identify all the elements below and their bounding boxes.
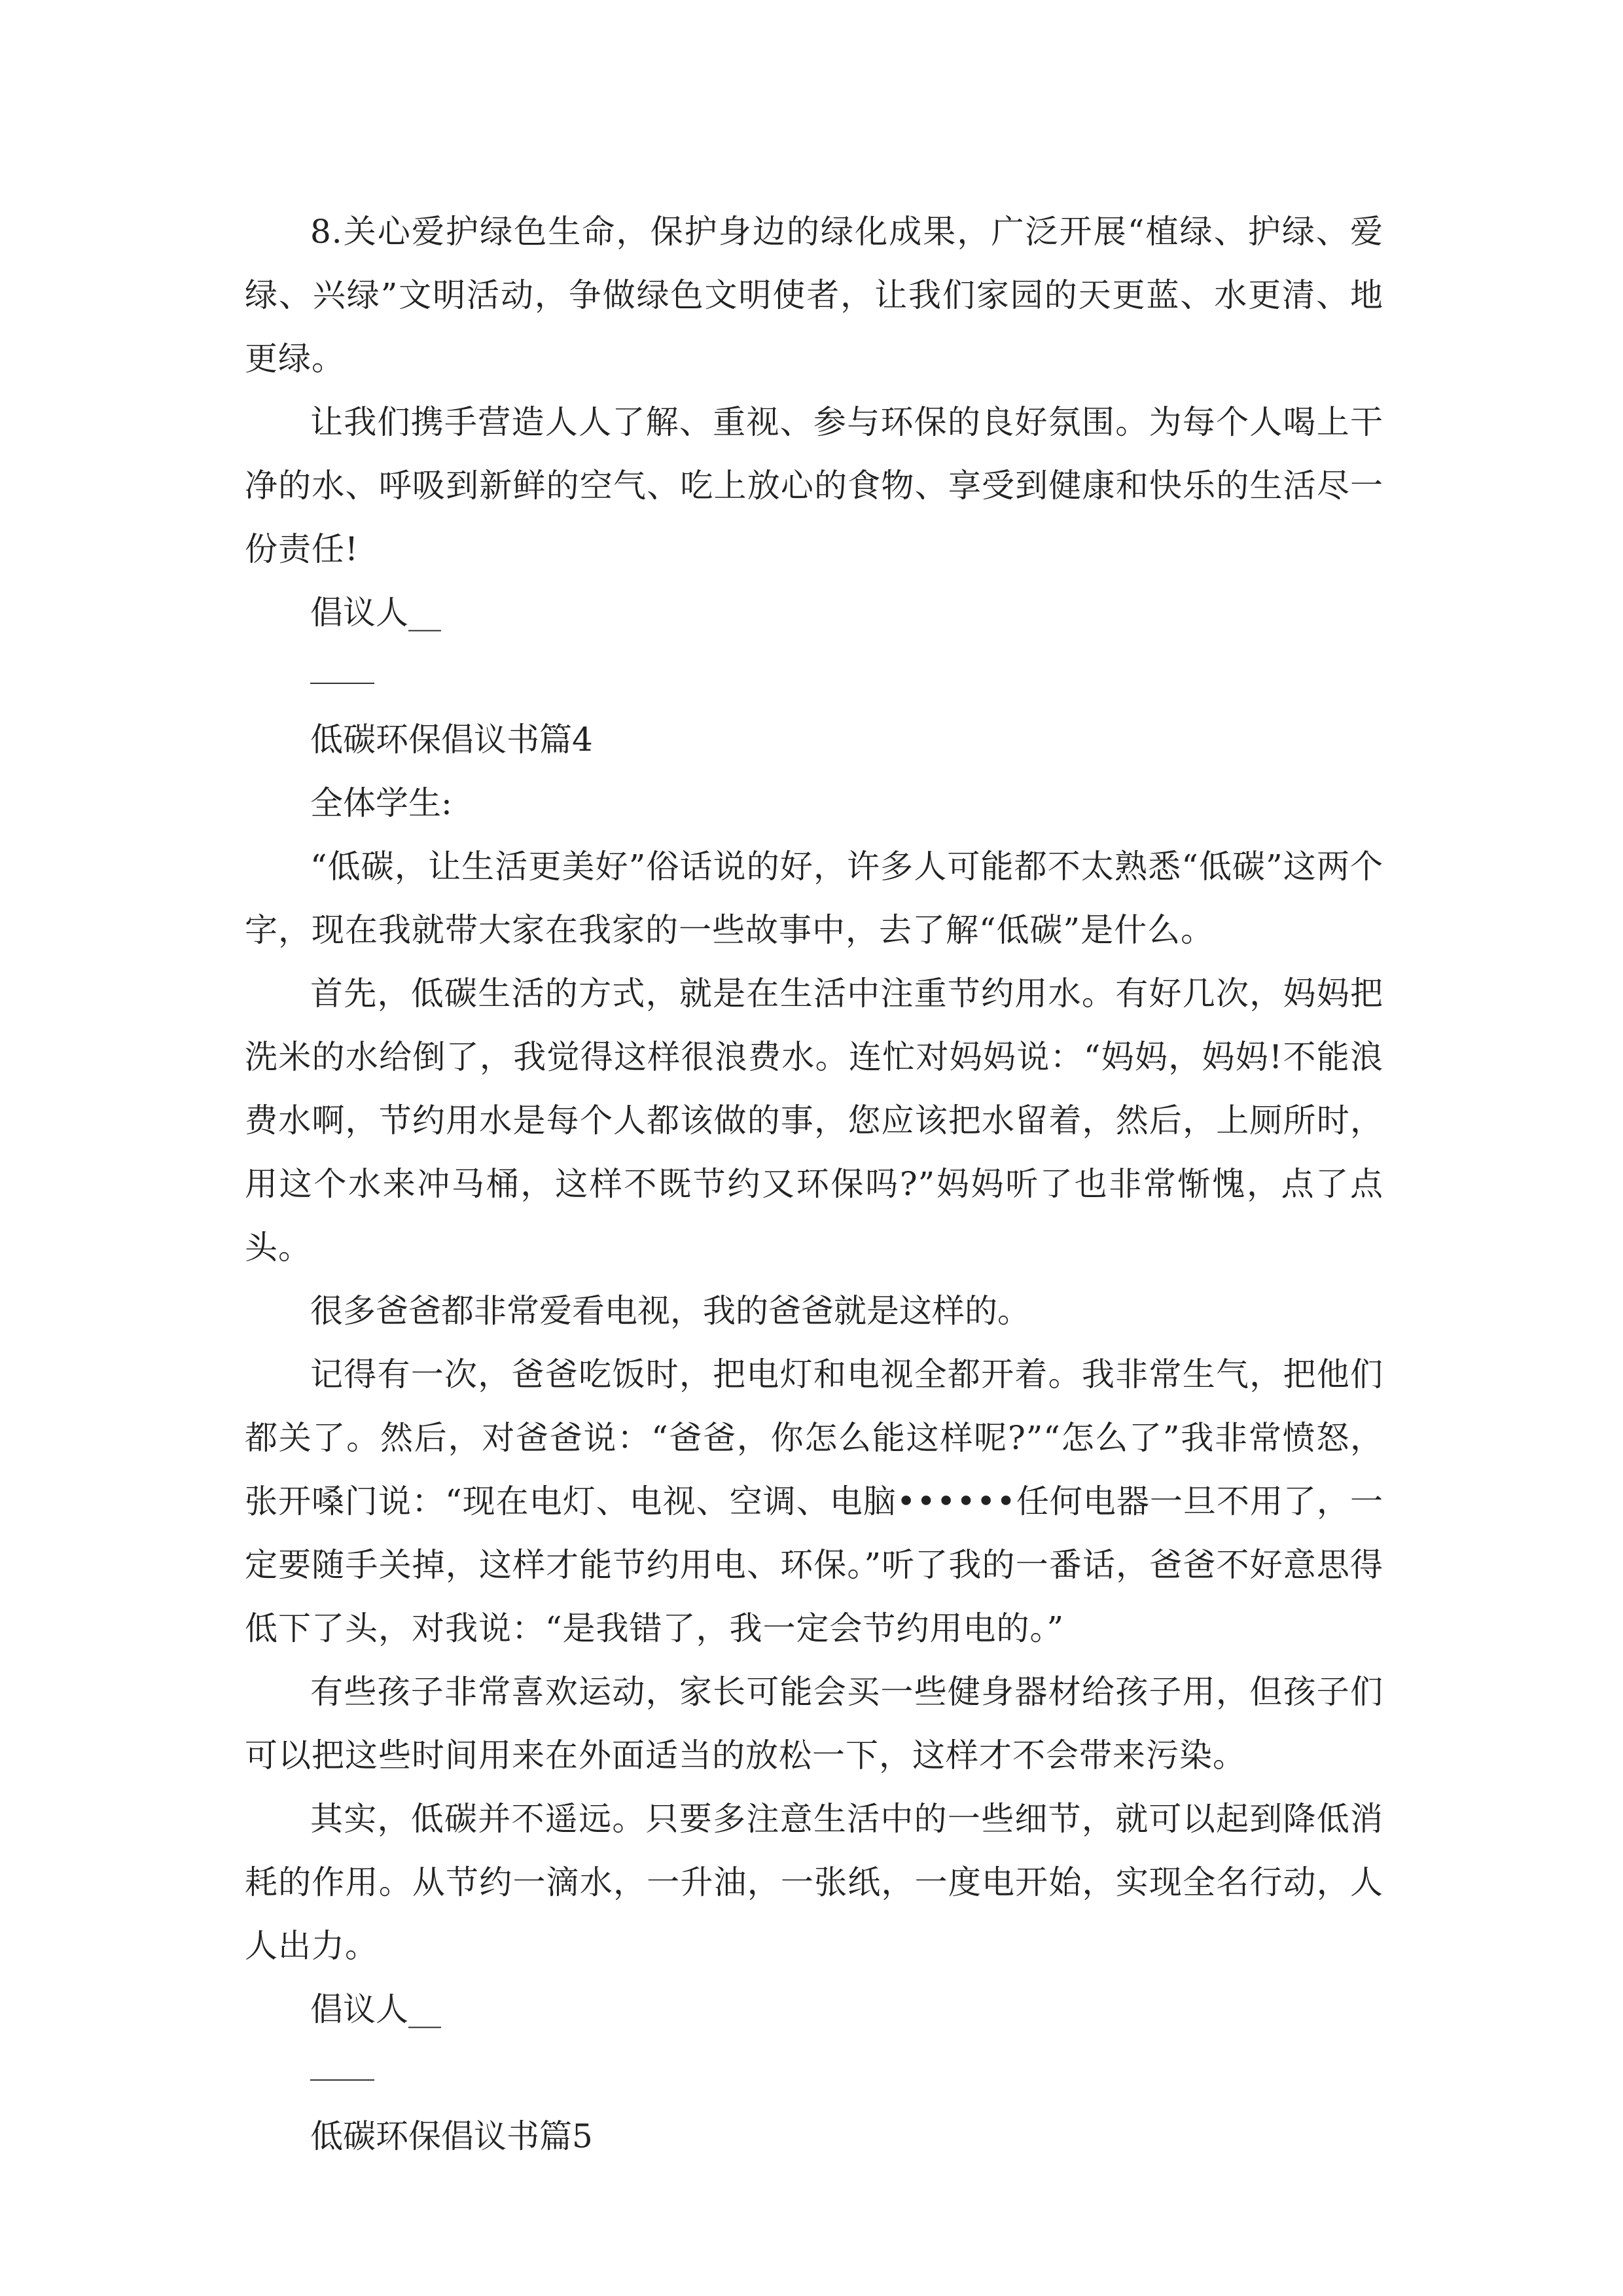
salutation: 全体学生: — [310, 784, 452, 822]
separator-line — [310, 683, 374, 684]
separator-rule — [245, 645, 1383, 708]
separator-rule — [245, 2041, 1383, 2105]
paragraph-tv: 很多爸爸都非常爱看电视，我的爸爸就是这样的。 — [310, 1292, 1030, 1330]
paragraph-conclusion: 其实，低碳并不遥远。只要多注意生活中的一些细节，就可以起到降低消耗的作用。从节约一滴水，一升油，一张纸，一度电开始，实现全名行动，人人出力。 — [245, 1800, 1383, 1965]
paragraph-water: 首先，低碳生活的方式，就是在生活中注重节约用水。有好几次，妈妈把洗米的水给倒了，我觉得这样很浪费水。连忙对妈妈说：“妈妈，妈妈!不能浪费水啊，节约用水是每个人都该做的事，您应该把水留着，然后，上厕所时，用这个水来冲马桶，这样不既节约又环保吗?”妈妈听了也非常惭愧，点了点头。 — [245, 975, 1383, 1266]
signature-line: 倡议人__ — [310, 594, 441, 632]
paragraph-electricity: 记得有一次，爸爸吃饭时，把电灯和电视全都开着。我非常生气，把他们都关了。然后，对爸爸说：“爸爸，你怎么能这样呢?”“怎么了”我非常愤怒，张开嗓门说：“现在电灯、电视、空调、电脑••••••任何电器一旦不用了，一定要随手关掉，这样才能节约用电、环保。”听了我的一番话，爸爸不好意思得低下了头，对我说：“是我错了，我一定会节约用电的。” — [245, 1355, 1383, 1647]
document-body — [245, 200, 1383, 2168]
paragraph-exercise: 有些孩子非常喜欢运动，家长可能会买一些健身器材给孩子用，但孩子们可以把这些时间用来在外面适当的放松一下，这样才不会带来污染。 — [245, 1673, 1383, 1774]
section-heading-5: 低碳环保倡议书篇5 — [310, 2117, 593, 2155]
paragraph-item-8: 8.关心爱护绿色生命，保护身边的绿化成果，广泛开展“植绿、护绿、爱绿、兴绿”文明活动，争做绿色文明使者，让我们家园的天更蓝、水更清、地更绿。 — [245, 213, 1383, 378]
paragraph-intro: “低碳，让生活更美好”俗话说的好，许多人可能都不太熟悉“低碳”这两个字，现在我就带大家在我家的一些故事中，去了解“低碳”是什么。 — [245, 848, 1383, 949]
separator-line — [310, 2079, 374, 2081]
signature-line: 倡议人__ — [310, 1990, 441, 2028]
section-heading-4: 低碳环保倡议书篇4 — [310, 721, 593, 759]
paragraph-call-to-action: 让我们携手营造人人了解、重视、参与环保的良好氛围。为每个人喝上干净的水、呼吸到新鲜的空气、吃上放心的食物、享受到健康和快乐的生活尽一份责任! — [245, 403, 1383, 568]
